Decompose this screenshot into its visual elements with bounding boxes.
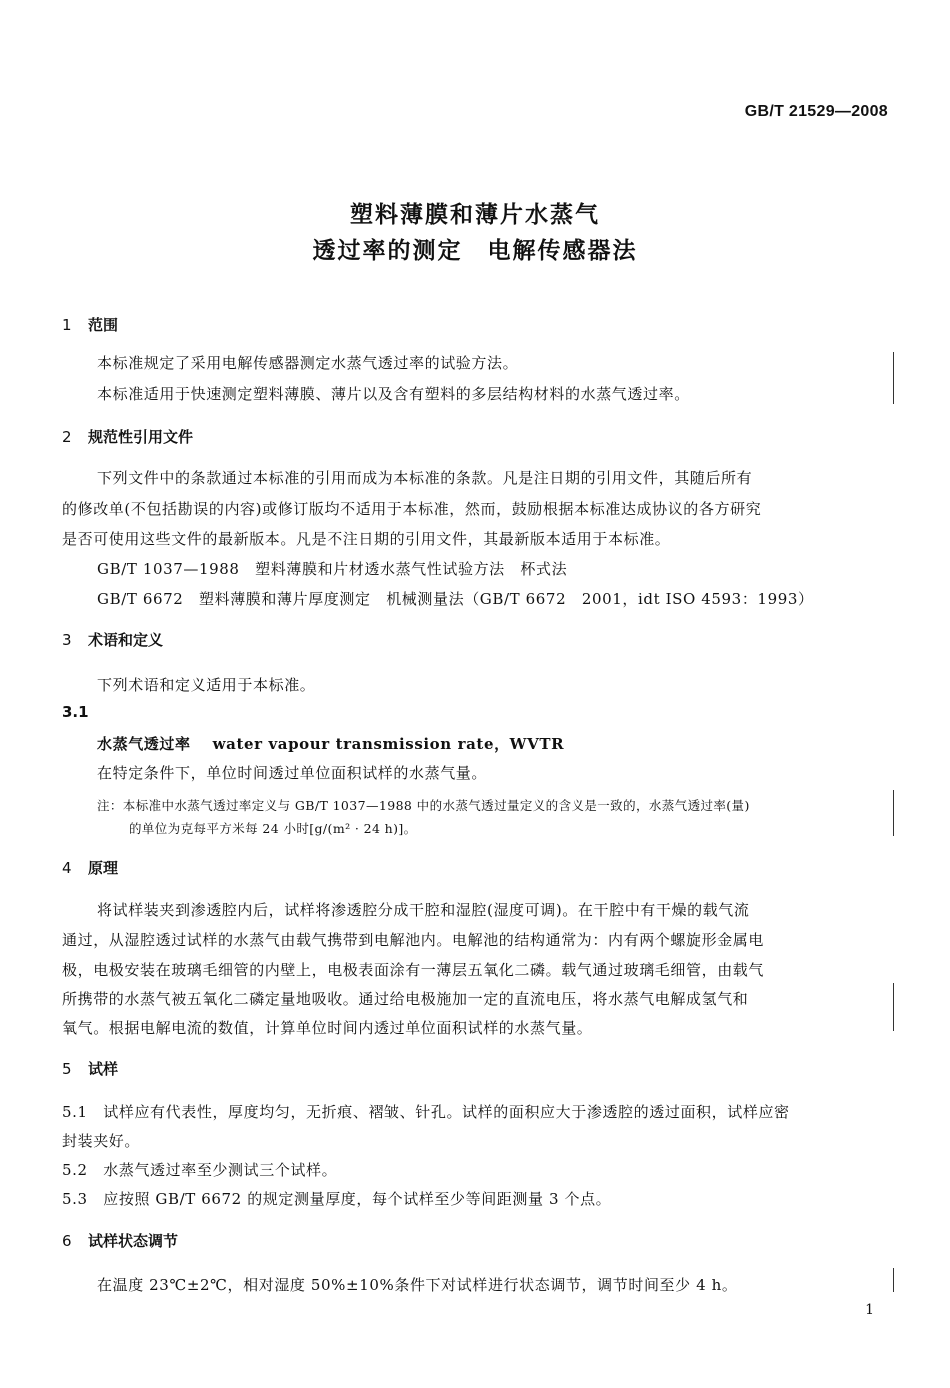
change-bar — [893, 1268, 894, 1292]
change-bar — [893, 983, 894, 1031]
principle-line4: 所携带的水蒸气被五氧化二磷定量地吸收。通过给电极施加一定的直流电压，将水蒸气电解成氢气和 — [62, 990, 749, 1008]
standard-number: GB/T 21529—2008 — [744, 103, 888, 120]
principle-line2: 通过，从湿腔透过试样的水蒸气由载气携带到电解池内。电解池的结构通常为：内有两个螺旋形金属电 — [62, 931, 765, 949]
scope-paragraph-2: 本标准适用于快速测定塑料薄膜、薄片以及含有塑料的多层结构材料的水蒸气透过率。 — [97, 385, 690, 403]
section-title: 原理 — [88, 859, 119, 877]
term-english: water vapour transmission rate，WVTR — [212, 735, 565, 753]
section-number: 3 — [62, 631, 72, 649]
section-heading-4 — [62, 857, 118, 878]
specimen-clause-5-3: 5.3 应按照 GB/T 6672 的规定测量厚度，每个试样至少等间距测量 3 个点。 — [62, 1190, 612, 1208]
scope-paragraph-1: 本标准规定了采用电解传感器测定水蒸气透过率的试验方法。 — [97, 354, 519, 372]
section-heading-6 — [62, 1230, 178, 1251]
section-heading-1 — [62, 314, 118, 335]
section-heading-2 — [62, 426, 193, 447]
section-title: 术语和定义 — [88, 631, 164, 649]
change-bar — [893, 790, 894, 836]
section-title: 范围 — [88, 316, 119, 334]
normative-paragraph-line1: 下列文件中的条款通过本标准的引用而成为本标准的条款。凡是注日期的引用文件，其随后所有 — [97, 469, 753, 487]
change-bar — [893, 352, 894, 404]
note-line1: 注：本标准中水蒸气透过率定义与 GB/T 1037—1988 中的水蒸气透过量定义的含义是一致的，水蒸气透过率(量) — [97, 798, 750, 813]
section-title: 试样 — [88, 1060, 119, 1078]
normative-paragraph-line2: 的修改单(不包括勘误的内容)或修订版均不适用于本标准，然而，鼓励根据本标准达成协议的各方研究 — [62, 500, 762, 518]
specimen-clause-5-1-line1: 5.1 试样应有代表性，厚度均匀，无折痕、褶皱、针孔。试样的面积应大于渗透腔的透过面积，试样应密 — [62, 1103, 790, 1121]
principle-line3: 极，电极安装在玻璃毛细管的内壁上，电极表面涂有一薄层五氧化二磷。载气通过玻璃毛细管，由载气 — [62, 961, 765, 979]
section-number: 5 — [62, 1060, 72, 1078]
document-title-line2: 透过率的测定 电解传感器法 — [312, 238, 638, 264]
clause-number: 3.1 — [62, 703, 89, 721]
specimen-clause-5-1-line2: 封装夹好。 — [62, 1132, 141, 1150]
section-heading-5 — [62, 1058, 118, 1079]
section-number: 1 — [62, 316, 72, 334]
note-line2: 的单位为克每平方米每 24 小时[g/(m² · 24 h)]。 — [129, 821, 417, 836]
normative-reference-2: GB/T 6672 塑料薄膜和薄片厚度测定 机械测量法（GB/T 6672 2001，idt ISO 4593：1993） — [97, 590, 814, 608]
principle-line5: 氧气。根据电解电流的数值，计算单位时间内透过单位面积试样的水蒸气量。 — [62, 1019, 593, 1037]
terms-intro: 下列术语和定义适用于本标准。 — [97, 676, 316, 694]
term-entry — [97, 733, 564, 754]
specimen-clause-5-2: 5.2 水蒸气透过率至少测试三个试样。 — [62, 1161, 338, 1179]
document-title-line1: 塑料薄膜和薄片水蒸气 — [350, 202, 600, 228]
conditioning-paragraph: 在温度 23℃±2℃，相对湿度 50%±10%条件下对试样进行状态调节，调节时间至少 4 h。 — [97, 1276, 738, 1294]
section-number: 4 — [62, 859, 72, 877]
section-title: 试样状态调节 — [88, 1232, 179, 1250]
normative-reference-1: GB/T 1037—1988 塑料薄膜和片材透水蒸气性试验方法 杯式法 — [97, 560, 568, 578]
page-number: 1 — [865, 1302, 874, 1318]
normative-paragraph-line3: 是否可使用这些文件的最新版本。凡是不注日期的引用文件，其最新版本适用于本标准。 — [62, 530, 671, 548]
section-heading-3 — [62, 629, 163, 650]
term-chinese: 水蒸气透过率 — [97, 735, 191, 753]
section-number: 2 — [62, 428, 72, 446]
section-title: 规范性引用文件 — [88, 428, 194, 446]
section-number: 6 — [62, 1232, 72, 1250]
term-definition: 在特定条件下，单位时间透过单位面积试样的水蒸气量。 — [97, 764, 488, 782]
principle-line1: 将试样装夹到渗透腔内后，试样将渗透腔分成干腔和湿腔(湿度可调)。在干腔中有干燥的载气流 — [97, 901, 750, 919]
